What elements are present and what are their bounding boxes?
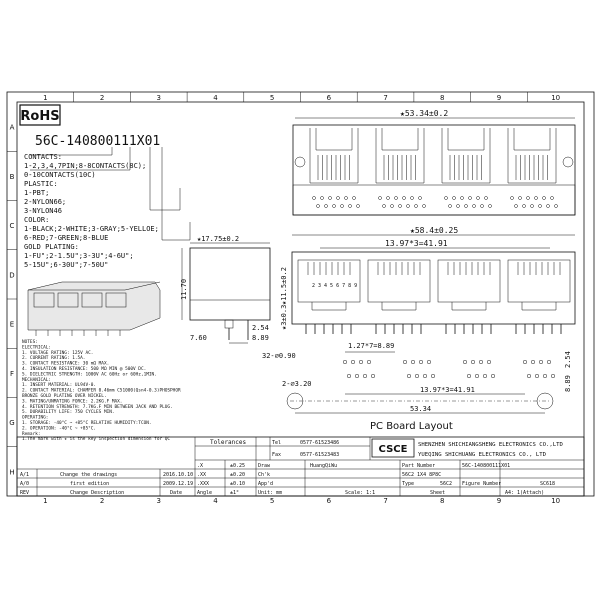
note-line: ELECTRICAL: [22,345,52,351]
spec-line: 1-BLACK;2-WHITE;3-GRAY;5-YELLOE; [24,225,159,233]
grid-col-label: 3 [156,497,161,505]
company-name-1: SHENZHEN SHICHIANGSHENG ELECTRONICS CO.,LTD [418,442,563,448]
company-name-2: YUEQING SHICHUANG ELECTRONICS CO., LTD [418,452,546,458]
rev-header: REV [20,490,30,496]
spec-list [24,153,159,269]
dim-top-width: ★53.34±0.2 [400,109,449,118]
grid-col-label: 10 [551,497,561,505]
fax-label: Fax [272,452,282,458]
dim-side-h3: ★3±0.3 [280,304,288,330]
dim-front-total: ★58.4±0.25 [410,226,459,235]
note-line: 1. VOLTAGE RATING: 125V AC. [22,350,94,356]
grid-col-label: 9 [496,94,502,102]
dim-side-w3: 7.60 [190,334,207,342]
spec-line: 1-FU";2-1.5U";3-3U";4-6U"; [24,252,134,260]
rev-desc: Change the drawings [60,472,118,478]
spec-line: 5-15U";6-30U";7-50U" [24,261,109,269]
note-line: 1. STORAGE: -40°C ~ +85°C RELATIVE HUMIDITY:TCON. [22,421,152,426]
side-view [180,235,288,343]
note-line: 5. DIELECTRIC STRENGTH: 1000V AC 60Hz or 60Hz,1MIN. [22,372,157,378]
tol-val: ±0.25 [230,463,246,469]
rev-date: 2009.12.19 [163,481,194,487]
grid-col-label: 2 [99,94,105,102]
part-label: Part Number [402,463,436,469]
grid-col-label: 4 [213,497,218,505]
dim-pcb-h1: 2.54 [564,351,572,368]
part-code: 56C-140800111X01 [35,134,161,149]
tol-val: ±1° [230,490,240,496]
grid-col-label: 4 [213,94,218,102]
dim-side-h1: 11.70 [180,278,188,300]
dim-pin-dia: 32-⌀0.90 [262,352,296,360]
note-line: 2. CURRENT RATING: 1.5A. [22,356,86,362]
tol-val: ±0.20 [230,472,246,478]
dim-side-width: ★17.75±0.2 [197,235,240,243]
dim-pcb-total: 53.34 [410,405,432,413]
spec-line: 1-PBT; [24,189,50,197]
tolerances-label: Tolerances [210,439,247,446]
spec-line: GOLD PLATING: [24,243,79,251]
rev-id: A/1 [20,472,30,478]
note-line: Remark: [22,431,41,437]
note-line: OPERATING: [22,415,49,421]
spec-line: 1-2,3,4,7PIN;8-8CONTACTS(8C); [24,162,147,170]
spec-line: 6-RED;7-GREEN;8-BLUE [24,234,109,242]
fig-value: SC618 [540,481,556,487]
type-label: Type [402,481,415,487]
title-block [17,437,584,496]
draw-value: HuangQiWu [310,463,338,469]
rev-header-date: Date [170,490,183,496]
note-line: BRONZE GOLD PLATING OVER NICKEL. [22,394,107,399]
pcb-layout [262,342,572,432]
spec-line: COLOR: [24,216,50,224]
pcb-title: PC Board Layout [370,421,453,432]
top-view [293,109,575,215]
note-line: 1. INSERT MATERIAL: UL94V-0. [22,383,97,389]
rev-id: A/0 [20,481,30,487]
scale-label: Scale: 1:1 [345,490,376,496]
fig-label: Figure Number [462,481,502,487]
rohs-logo [20,105,60,125]
grid-row-label: G [9,419,15,428]
dim-pcb-pitch: 13.97*3=41.91 [420,386,475,394]
grid-row-label: C [9,222,15,231]
spec-line: 0-10CONTACTS(10C) [24,171,96,179]
tol-unit: Angle [197,490,213,496]
grid-col-label: 6 [326,497,332,505]
grid-row-label: A [9,123,15,132]
grid-row-label: H [9,468,15,477]
note-line: 5. DURABILITY LIFE: 750 CYCLES MIN. [22,410,115,416]
grid-col-label: 5 [269,94,275,102]
a4-label: A4: 1(Attach) [505,490,545,496]
dim-side-h2: ★11.5±0.2 [280,267,288,305]
grid-row-label: F [9,369,15,378]
note-line: 2. OPERATION: -40°C ~ +85°C. [22,426,97,432]
tel-label: Tel [272,440,282,446]
app-label: App'd [258,481,274,487]
note-line: 1.The mark with ★ is the key inspection dimension for QC [22,437,171,443]
note-line: 3. MATING/UNMATING FORCE: 2.2KG.F MAX. [22,399,123,405]
spec-line: 2-NYLON66; [24,198,67,206]
spec-line: PLASTIC: [24,180,58,188]
grid-row-label: E [9,320,15,329]
note-line: NOTES: [22,340,38,345]
notes-block [22,339,181,442]
grid-col-label: 1 [43,497,48,505]
grid-row-label: B [9,172,15,181]
grid-col-label: 8 [440,94,445,102]
grid-row-label: D [9,271,15,280]
type-value: 56C2 [440,481,453,487]
dim-peg-dia: 2-⌀3.20 [282,380,312,388]
iso-view [28,282,160,336]
grid-col-label: 8 [440,497,445,505]
dim-side-w2: 8.89 [252,334,269,342]
note-line: 3. CONTACT RESISTANCE: 30 mΩ MAX. [22,361,110,367]
chk-label: Ch'k [258,472,271,478]
spec-line: 3-NYLON46 [24,207,62,215]
note-line: MECHANICAL: [22,377,52,383]
tol-unit: .XXX [197,481,210,487]
note-line: 2. CONTACT MATERIAL: CHAMFER 0.46mm C51000(Qsn4-0.3)PHOSPHOR [22,388,181,394]
grid-col-label: 3 [156,94,161,102]
draw-label: Draw [258,463,271,469]
fax-value: 0577-61523483 [300,452,340,458]
rev-header-desc: Change Description [70,490,125,496]
dim-pcb-h2: 8.89 [564,375,572,392]
dim-front-pitch: 13.97*3=41.91 [385,239,448,248]
type-desc: 56C2 1X4 8P8C [402,472,442,478]
rohs-logo-text: RoHS [20,109,60,124]
front-view [292,226,575,334]
grid-col-label: 6 [326,94,332,102]
grid-col-label: 1 [43,94,48,102]
grid-col-label: 2 [99,497,105,505]
grid-col-label: 5 [269,497,275,505]
tol-unit: .X [197,463,204,469]
dim-pin-grid: 1.27*7=8.89 [348,342,395,350]
rev-date: 2016.10.10 [163,472,194,478]
pin-numbers: 2 3 4 5 6 7 8 9 [312,283,358,289]
spec-line: CONTACTS: [24,153,62,161]
tol-unit: .XX [197,472,207,478]
note-line: 4. RETENTION STRENGTH: 7.7KG.F MIN BETWEEN JACK AND PLUG. [22,404,173,410]
tel-value: 0577-61523486 [300,440,340,446]
tol-val: ±0.10 [230,481,246,487]
unit-label: Unit: mm [258,490,283,496]
rev-desc: first edition [70,481,110,487]
company-logo: CSCE [378,444,408,455]
grid-col-label: 10 [551,94,561,102]
part-value: 56C-140800111X01 [462,463,511,469]
sheet-label: Sheet [430,490,446,496]
note-line: 4. INSULATION RESISTANCE: 500 MΩ MIN @ 500V DC. [22,367,147,372]
grid-col-label: 9 [496,497,502,505]
grid-col-label: 7 [383,497,388,505]
dim-side-w1: 2.54 [252,324,269,332]
grid-col-label: 7 [383,94,388,102]
